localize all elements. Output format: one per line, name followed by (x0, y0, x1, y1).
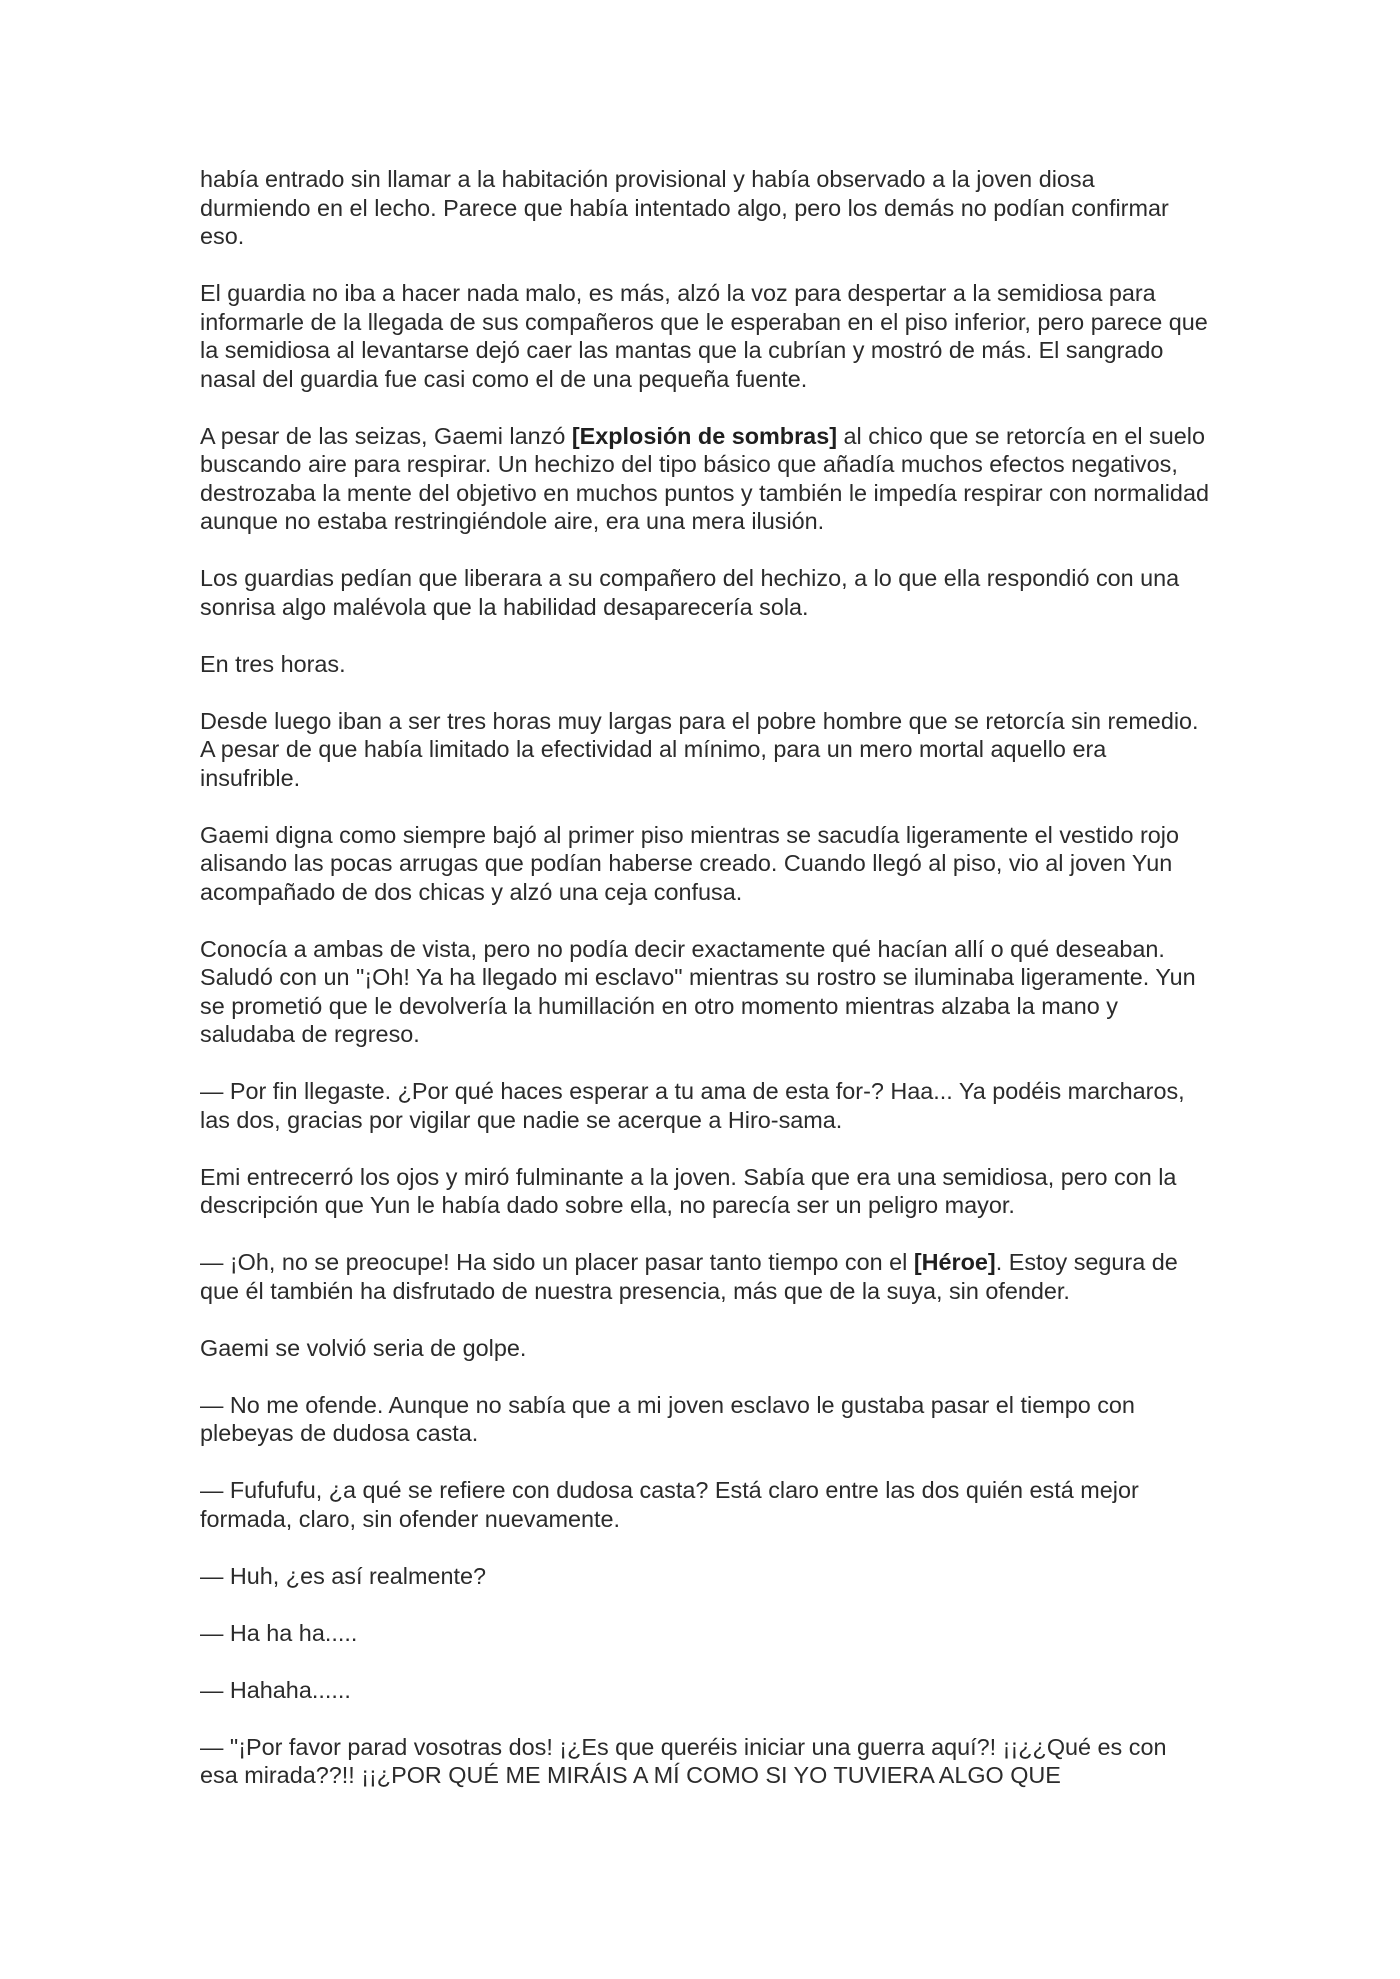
dialogue-line: — Ha ha ha..... (200, 1619, 358, 1646)
spell-name: [Explosión de sombras] (571, 422, 837, 449)
dialogue-line: — Por fin llegaste. ¿Por qué haces esperar a tu ama de esta for-? Haa... Ya podéis marcharos, las dos, gracias por vigilar que nadie se acerque a Hiro-sama. (200, 1078, 1185, 1133)
dialogue-line: — ¡Oh, no se preocupe! Ha sido un placer pasar tanto tiempo con el [Héroe]. Estoy segura de que él también ha disfrutado de nuestra presencia, más que de la suya, sin ofender. (200, 1249, 1178, 1304)
paragraph: A pesar de las seizas, Gaemi lanzó [Explosión de sombras] al chico que se retorcía en el suelo buscando aire para respirar. Un hechizo del tipo básico que añadía muchos efectos negativos, destrozaba la mente del objetivo en muchos puntos y también le impedía respirar con normalidad aunque no estaba restringiéndole aire, era una mera ilusión. (200, 422, 1209, 534)
paragraph: Emi entrecerró los ojos y miró fulminante a la joven. Sabía que era una semidiosa, pero con la descripción que Yun le había dado sobre ella, no parecía ser un peligro mayor. (200, 1163, 1177, 1218)
dialogue-line: — Hahaha...... (200, 1676, 351, 1703)
paragraph: En tres horas. (200, 650, 346, 677)
dialogue-line: — "¡Por favor parad vosotras dos! ¡¿Es que queréis iniciar una guerra aquí?! ¡¡¿¿Qué es con esa mirada??!! ¡¡¿POR QUÉ ME MIRÁIS A MÍ COMO SI YO TUVIERA ALGO QUE (200, 1733, 1167, 1788)
paragraph: Conocía a ambas de vista, pero no podía decir exactamente qué hacían allí o qué deseaban. Saludó con un "¡Oh! Ya ha llegado mi esclavo" mientras su rostro se iluminaba ligeramente. Yun se prometió que le devolvería la humillación en otro momento mientras alzaba la mano y saludaba de regreso. (200, 935, 1196, 1047)
dialogue-line: — No me ofende. Aunque no sabía que a mi joven esclavo le gustaba pasar el tiempo con plebeyas de dudosa casta. (200, 1391, 1135, 1446)
paragraph: El guardia no iba a hacer nada malo, es más, alzó la voz para despertar a la semidiosa para informarle de la llegada de sus compañeros que le esperaban en el piso inferior, pero parece que la semidiosa al levantarse dejó caer las mantas que la cubrían y mostró de más. El sangrado nasal del guardia fue casi como el de una pequeña fuente. (200, 280, 1208, 392)
dialogue-line: — Huh, ¿es así realmente? (200, 1562, 487, 1589)
paragraph: Gaemi se volvió seria de golpe. (200, 1334, 527, 1361)
dialogue-line: — Fufufufu, ¿a qué se refiere con dudosa casta? Está claro entre las dos quién está mejor formada, claro, sin ofender nuevamente. (200, 1477, 1139, 1532)
paragraph: había entrado sin llamar a la habitación provisional y había observado a la joven diosa durmiendo en el lecho. Parece que había intentado algo, pero los demás no podían confirmar eso. (200, 166, 1169, 249)
paragraph: Gaemi digna como siempre bajó al primer piso mientras se sacudía ligeramente el vestido rojo alisando las pocas arrugas que podían haberse creado. Cuando llegó al piso, vio al joven Yun acompañado de dos chicas y alzó una ceja confusa. (200, 821, 1179, 905)
paragraph: Desde luego iban a ser tres horas muy largas para el pobre hombre que se retorcía sin remedio. A pesar de que había limitado la efectividad al mínimo, para un mero mortal aquello era insufrible. (200, 707, 1199, 791)
paragraph: Los guardias pedían que liberara a su compañero del hechizo, a lo que ella respondió con una sonrisa algo malévola que la habilidad desaparecería sola. (200, 565, 1180, 620)
title-name: [Héroe] (913, 1249, 996, 1275)
document-body (200, 165, 1210, 1818)
